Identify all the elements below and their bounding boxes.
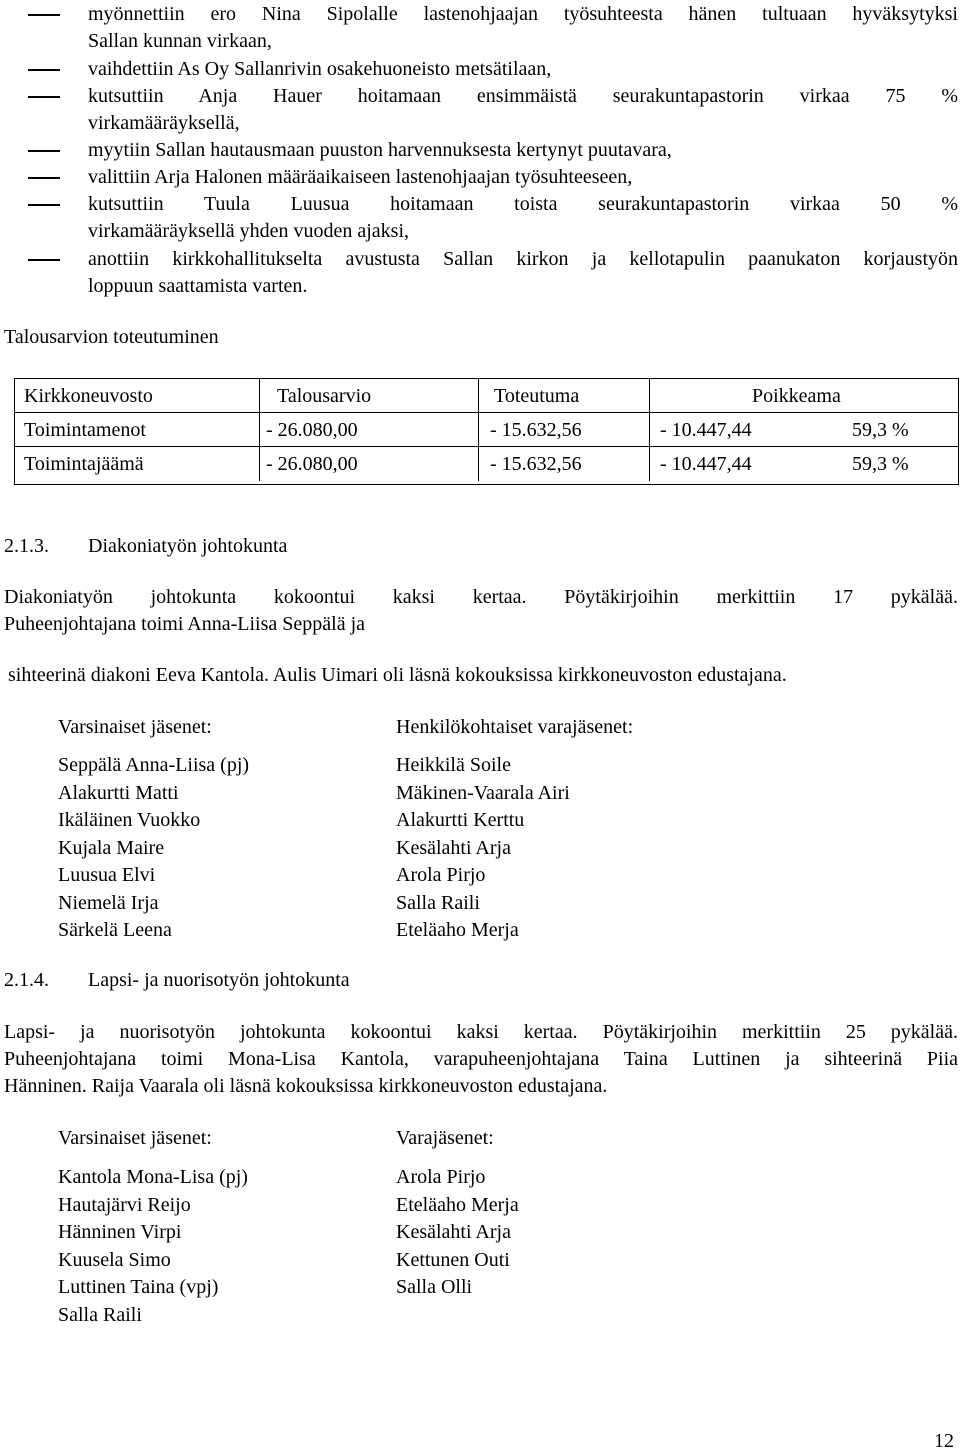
table-cell: Toimintajäämä (24, 453, 144, 475)
member-name: Kujala Maire (58, 836, 165, 859)
deputy-name: Salla Olli (396, 1276, 473, 1298)
table-cell: - 10.447,44 (660, 453, 752, 475)
section-title: Diakoniatyön johtokunta (88, 535, 288, 557)
member-name: Kuusela Simo (58, 1248, 171, 1271)
deputy-name: Eteläaho Merja (396, 919, 519, 941)
deputy-name: Mäkinen-Vaarala Airi (396, 781, 570, 804)
paragraph-line: Puheenjohtajana toimi Mona-Lisa Kantola, varapuheenjohtajana Taina Luttinen ja sihteerinä Piia (4, 1048, 958, 1070)
dash-bullet (28, 150, 60, 152)
deputies-list (396, 752, 570, 945)
list-item-text: kutsuttiin Tuula Luusua hoitamaan toista seurakuntapastorin virkaa 50 % (88, 193, 958, 215)
table-cell: - 26.080,00 (266, 453, 358, 475)
budget-heading: Talousarvion toteutuminen (4, 326, 219, 348)
member-name: Ikäläinen Vuokko (58, 809, 201, 831)
deputy-name: Kettunen Outi (396, 1248, 510, 1271)
members-list (58, 752, 249, 945)
dash-bullet (28, 259, 60, 261)
member-name: Hänninen Virpi (58, 1221, 182, 1243)
table-cell: 59,3 % (852, 453, 909, 475)
member-name: Luttinen Taina (vpj) (58, 1276, 219, 1298)
paragraph-line: sihteerinä diakoni Eeva Kantola. Aulis Uimari oli läsnä kokouksissa kirkkoneuvoston edustajana. (8, 664, 787, 686)
section-number: 2.1.3. (4, 535, 49, 557)
deputy-name: Kesälahti Arja (396, 1221, 511, 1243)
paragraph-line: Hänninen. Raija Vaarala oli läsnä kokouksissa kirkkoneuvoston edustajana. (4, 1075, 608, 1097)
deputy-name: Kesälahti Arja (396, 836, 511, 859)
members-label: Varsinaiset jäsenet: (58, 716, 212, 738)
member-name: Särkelä Leena (58, 919, 172, 941)
members-list (58, 1164, 248, 1329)
dash-bullet (28, 14, 60, 16)
table-header-row (15, 379, 958, 413)
members-label: Varsinaiset jäsenet: (58, 1127, 212, 1149)
paragraph-line: Puheenjohtajana toimi Anna-Liisa Seppälä ja (4, 613, 366, 635)
table-cell: - 15.632,56 (490, 453, 582, 475)
table-cell: - 26.080,00 (266, 419, 358, 441)
deputies-list (396, 1164, 519, 1302)
list-item-text: virkamääräyksellä yhden vuoden ajaksi, (88, 220, 409, 242)
dash-bullet (28, 96, 60, 98)
list-item-text: myytiin Sallan hautausmaan puuston harvennuksesta kertynyt puutavara, (88, 139, 672, 161)
section-number: 2.1.4. (4, 969, 49, 991)
table-cell: - 10.447,44 (660, 419, 752, 441)
table-cell: 59,3 % (852, 419, 909, 441)
deputy-name: Alakurtti Kerttu (396, 809, 525, 831)
deputies-label: Varajäsenet: (396, 1127, 494, 1149)
deputy-name: Arola Pirjo (396, 864, 486, 886)
deputies-label: Henkilökohtaiset varajäsenet: (396, 716, 634, 738)
list-item-text: kutsuttiin Anja Hauer hoitamaan ensimmäistä seurakuntapastorin virkaa 75 % (88, 85, 958, 107)
table-row (15, 447, 958, 481)
deputy-name: Arola Pirjo (396, 1166, 486, 1188)
column-header: Talousarvio (277, 385, 372, 407)
list-item-text: anottiin kirkkohallitukselta avustusta Sallan kirkon ja kellotapulin paanukaton korjaustyön (88, 248, 958, 270)
list-item-text: virkamääräyksellä, (88, 112, 240, 134)
member-name: Kantola Mona-Lisa (pj) (58, 1166, 248, 1188)
dash-bullet (28, 177, 60, 179)
table-row (15, 413, 958, 447)
member-name: Hautajärvi Reijo (58, 1193, 191, 1216)
member-name: Luusua Elvi (58, 864, 156, 886)
column-header: Poikkeama (752, 385, 841, 407)
column-header: Kirkkoneuvosto (24, 385, 153, 407)
table-cell: - 15.632,56 (490, 419, 582, 441)
paragraph-line: Diakoniatyön johtokunta kokoontui kaksi kertaa. Pöytäkirjoihin merkittiin 17 pykälää. (4, 586, 958, 608)
list-item-text: loppuun saattamista varten. (88, 275, 308, 297)
column-header: Toteutuma (494, 385, 580, 407)
page-number: 12 (934, 1430, 954, 1452)
deputy-name: Heikkilä Soile (396, 754, 511, 776)
list-item-text: vaihdettiin As Oy Sallanrivin osakehuoneisto metsätilaan, (88, 58, 552, 80)
section-title: Lapsi- ja nuorisotyön johtokunta (88, 969, 350, 991)
member-name: Niemelä Irja (58, 891, 159, 914)
member-name: Salla Raili (58, 1303, 142, 1326)
member-name: Seppälä Anna-Liisa (pj) (58, 754, 250, 776)
budget-table (14, 378, 959, 485)
paragraph-line: Lapsi- ja nuorisotyön johtokunta kokoontui kaksi kertaa. Pöytäkirjoihin merkittiin 25 pykälää. (4, 1021, 958, 1043)
dash-bullet (28, 69, 60, 71)
deputy-name: Salla Raili (396, 891, 480, 914)
deputy-name: Eteläaho Merja (396, 1193, 519, 1216)
dash-bullet (28, 204, 60, 206)
list-item-text: myönnettiin ero Nina Sipolalle lastenohjaajan työsuhteesta hänen tultuaan hyväksytyksi (88, 3, 958, 25)
list-item-text: Sallan kunnan virkaan, (88, 30, 272, 52)
table-cell: Toimintamenot (24, 419, 146, 441)
member-name: Alakurtti Matti (58, 781, 179, 804)
list-item-text: valittiin Arja Halonen määräaikaiseen lastenohjaajan työsuhteeseen, (88, 166, 633, 188)
